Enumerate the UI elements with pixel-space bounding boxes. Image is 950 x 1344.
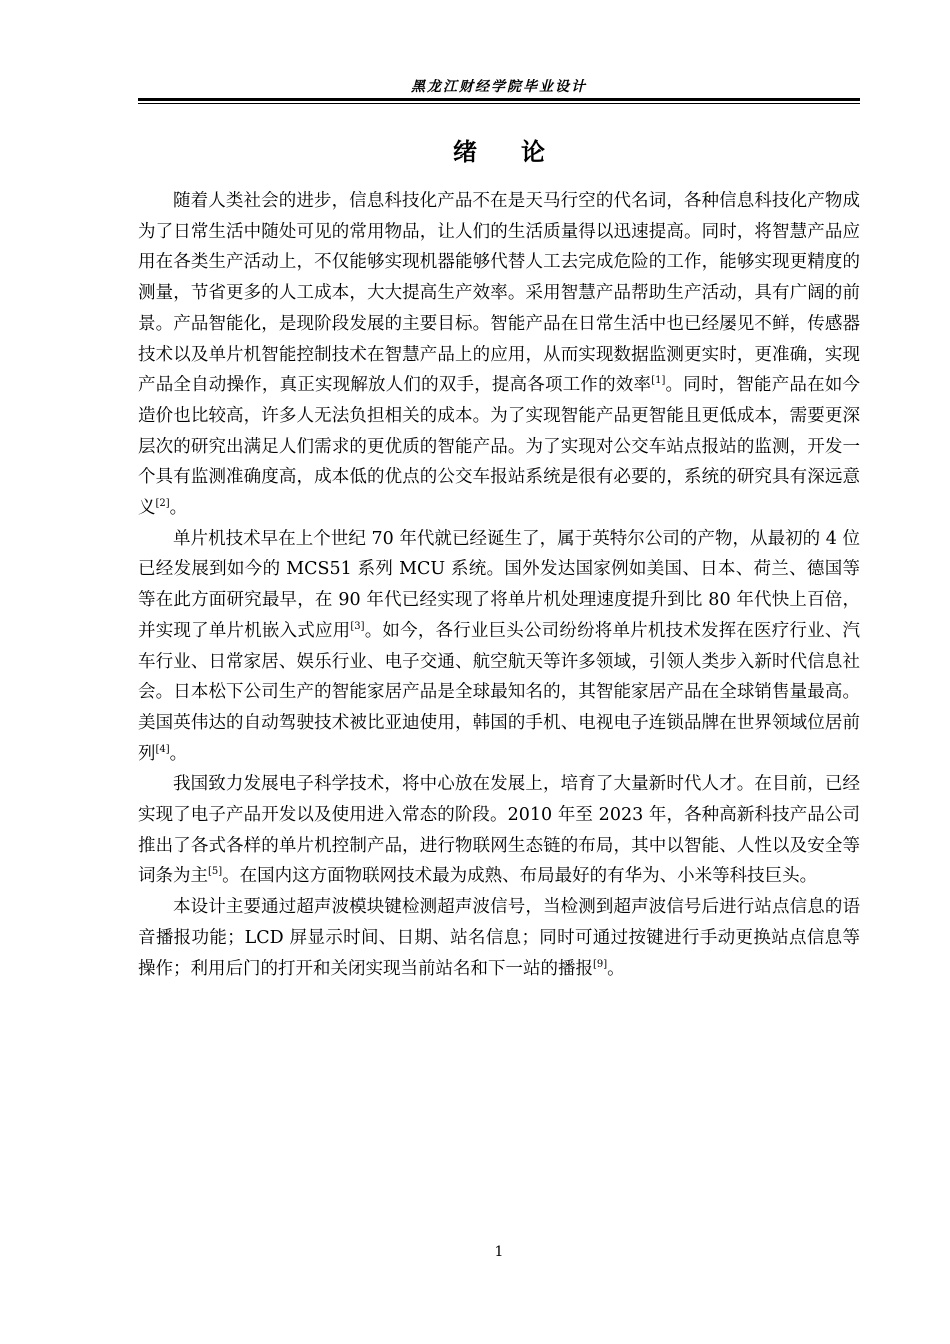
paragraph-text: 。 — [169, 498, 188, 519]
page-number: 1 — [494, 1244, 504, 1260]
paragraph-text: 。同时，智能产品在如今造价也比较高，许多人无法负担相关的成本。为了实现智能产品更智能且更低成本，需要更深层次的研究出满足人们需求的更优质的智能产品。为了实现对公交车站点报站的监测，开发一个具有监测准确度高，成本低的优点的公交车报站系统是很有必要的，系统的研究具有深远意义 — [138, 375, 861, 519]
paragraph — [138, 186, 860, 524]
paragraph — [138, 769, 860, 892]
paragraph-text: 我国致力发展电子科学技术，将中心放在发展上，培育了大量新时代人才。在目前，已经实现了电子产品开发以及使用进入常态的阶段。2010 年至 2023 年，各种高新科技产品公司推出了各式各样的单片机控制产品，进行物联网生态链的布局，其中以智能、人性以及安全等词条为主 — [138, 774, 860, 887]
header-rule-thick — [138, 98, 860, 101]
citation-ref: [2] — [155, 498, 170, 510]
citation-ref: [4] — [155, 743, 170, 755]
chapter-title: 绪论 — [453, 138, 589, 166]
citation-ref: [3] — [350, 621, 365, 633]
citation-ref: [1] — [651, 375, 666, 387]
paragraph-text: 。 — [607, 958, 625, 979]
paragraph-text: 。如今，各行业巨头公司纷纷将单片机技术发挥在医疗行业、汽车行业、日常家居、娱乐行业、电子交通、航空航天等许多领域，引领人类步入新时代信息社会。日本松下公司生产的智能家居产品是全球最知名的，其智能家居产品在全球销售量最高。美国英伟达的自动驾驶技术被比亚迪使用，韩国的手机、电视电子连锁品牌在世界领域位居前列 — [138, 620, 861, 764]
paragraph-text: 本设计主要通过超声波模块键检测超声波信号，当检测到超声波信号后进行站点信息的语音播报功能；LCD 屏显示时间、日期、站名信息；同时可通过按键进行手动更换站点信息等操作；利用后门的打开和关闭实现当前站名和下一站的播报 — [138, 897, 860, 979]
running-header: 黑龙江财经学院毕业设计 — [411, 79, 587, 95]
paragraph-text: 。在国内这方面物联网技术最为成熟、布局最好的有华为、小米等科技巨头。 — [222, 866, 818, 887]
citation-ref: [9] — [593, 958, 608, 970]
paragraph — [138, 524, 860, 770]
paragraph-text: 。 — [169, 743, 188, 764]
paragraph-text: 随着人类社会的进步，信息科技化产品不在是天马行空的代名词，各种信息科技化产物成为了日常生活中随处可见的常用物品，让人们的生活质量得以迅速提高。同时，将智慧产品应用在各类生产活动上，不仅能够实现机器能够代替人工去完成危险的工作，能够实现更精度的测量，节省更多的人工成本，大大提高生产效率。采用智慧产品帮助生产活动，具有广阔的前景。产品智能化，是现阶段发展的主要目标。智能产品在日常生活中也已经屡见不鲜，传感器技术以及单片机智能控制技术在智慧产品上的应用，从而实现数据监测更实时，更准确，实现产品全自动操作，真正实现解放人们的双手，提高各项工作的效率 — [138, 191, 860, 396]
paragraph — [138, 892, 860, 984]
header-rule-thin — [138, 103, 860, 104]
paragraph-text: 单片机技术早在上个世纪 70 年代就已经诞生了，属于英特尔公司的产物，从最初的 4 位已经发展到如今的 MCS51 系列 MCU 系统。国外发达国家例如美国、日本、荷兰、德国等等在此方面研究最早，在 90 年代已经实现了将单片机处理速度提升到比 80 年代快上百倍，并实现了单片机嵌入式应用 — [138, 528, 860, 641]
citation-ref: [5] — [208, 866, 223, 878]
document-body — [138, 186, 860, 984]
